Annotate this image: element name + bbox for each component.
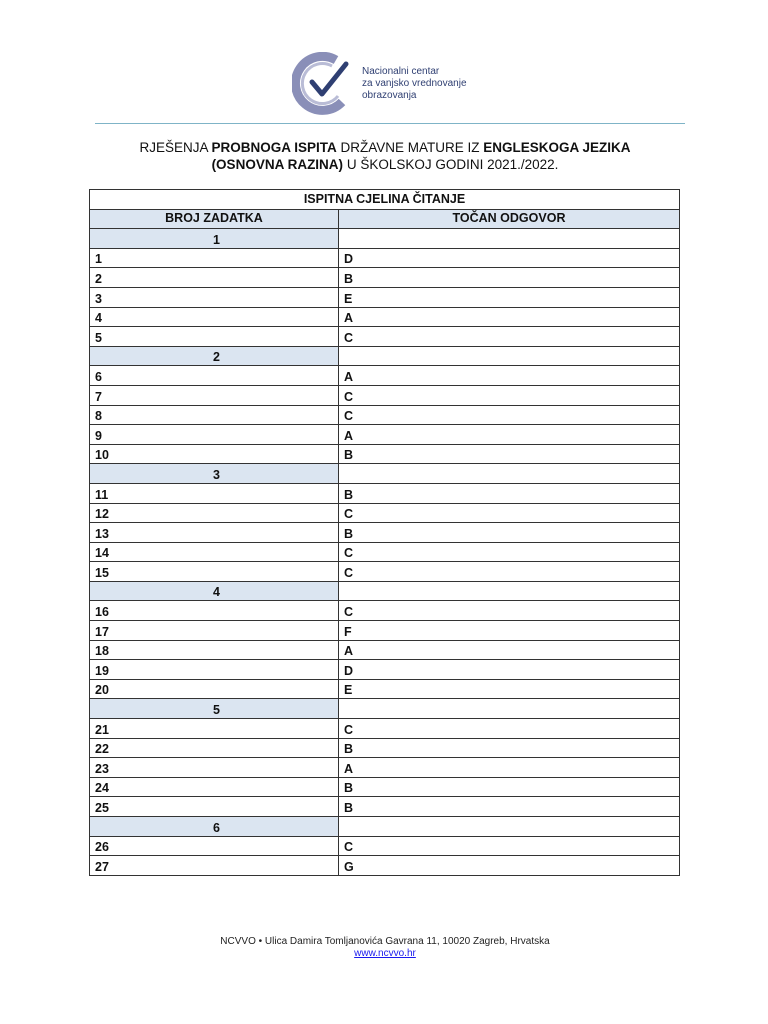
task-number: 2 (90, 268, 339, 288)
column-header-task-number: BROJ ZADATKA (90, 209, 339, 229)
correct-answer: D (339, 660, 680, 680)
document-title (90, 139, 680, 173)
correct-answer: B (339, 777, 680, 797)
correct-answer: B (339, 444, 680, 464)
task-number: 9 (90, 425, 339, 445)
section-label: 6 (90, 817, 339, 837)
section-label: 4 (90, 581, 339, 601)
task-number: 15 (90, 562, 339, 582)
correct-answer: C (339, 601, 680, 621)
section-row (90, 699, 680, 719)
checkmark-logo-icon (292, 52, 356, 116)
section-empty-cell (339, 229, 680, 249)
task-number: 10 (90, 444, 339, 464)
correct-answer: A (339, 366, 680, 386)
section-label: 3 (90, 464, 339, 484)
table-row (90, 621, 680, 641)
task-number: 8 (90, 405, 339, 425)
table-row (90, 503, 680, 523)
table-row (90, 405, 680, 425)
task-number: 23 (90, 758, 339, 778)
table-row (90, 836, 680, 856)
table-main-header: ISPITNA CJELINA ČITANJE (90, 190, 680, 210)
section-empty-cell (339, 699, 680, 719)
table-row (90, 562, 680, 582)
task-number: 14 (90, 542, 339, 562)
task-number: 26 (90, 836, 339, 856)
correct-answer: C (339, 327, 680, 347)
section-empty-cell (339, 817, 680, 837)
logo-line-3: obrazovanja (362, 90, 417, 101)
task-number: 27 (90, 856, 339, 876)
task-number: 5 (90, 327, 339, 347)
correct-answer: B (339, 523, 680, 543)
correct-answer: A (339, 425, 680, 445)
table-row (90, 483, 680, 503)
task-number: 16 (90, 601, 339, 621)
title-text-2: PROBNOGA ISPITA (211, 140, 337, 155)
ncvvo-logo (292, 52, 492, 116)
table-row (90, 640, 680, 660)
table-row (90, 601, 680, 621)
correct-answer: D (339, 248, 680, 268)
table-row (90, 307, 680, 327)
task-number: 21 (90, 719, 339, 739)
task-number: 12 (90, 503, 339, 523)
header-divider (95, 123, 685, 124)
correct-answer: B (339, 268, 680, 288)
table-row (90, 758, 680, 778)
section-label: 2 (90, 346, 339, 366)
title-text-6: U ŠKOLSKOJ GODINI 2021./2022. (343, 157, 559, 172)
section-row (90, 229, 680, 249)
title-text-5: (OSNOVNA RAZINA) (211, 157, 344, 172)
task-number: 3 (90, 287, 339, 307)
task-number: 6 (90, 366, 339, 386)
title-text-4: ENGLESKOGA JEZIKA (483, 140, 631, 155)
correct-answer: G (339, 856, 680, 876)
table-row (90, 327, 680, 347)
correct-answer: E (339, 679, 680, 699)
logo-line-2: za vanjsko vrednovanje (362, 78, 467, 89)
section-row (90, 464, 680, 484)
table-row (90, 856, 680, 876)
task-number: 25 (90, 797, 339, 817)
task-number: 4 (90, 307, 339, 327)
table-row (90, 523, 680, 543)
table-row (90, 797, 680, 817)
table-row (90, 248, 680, 268)
logo-text (362, 66, 467, 102)
task-number: 17 (90, 621, 339, 641)
correct-answer: C (339, 503, 680, 523)
table-row (90, 777, 680, 797)
table-row (90, 366, 680, 386)
correct-answer: B (339, 483, 680, 503)
section-row (90, 581, 680, 601)
correct-answer: C (339, 719, 680, 739)
task-number: 18 (90, 640, 339, 660)
section-label: 5 (90, 699, 339, 719)
task-number: 1 (90, 248, 339, 268)
table-row (90, 287, 680, 307)
correct-answer: C (339, 836, 680, 856)
task-number: 22 (90, 738, 339, 758)
task-number: 13 (90, 523, 339, 543)
task-number: 20 (90, 679, 339, 699)
table-row (90, 542, 680, 562)
correct-answer: C (339, 562, 680, 582)
correct-answer: E (339, 287, 680, 307)
table-row (90, 679, 680, 699)
section-empty-cell (339, 346, 680, 366)
correct-answer: C (339, 542, 680, 562)
answers-table (89, 189, 680, 876)
table-row (90, 268, 680, 288)
answers-body (90, 229, 680, 876)
column-header-answer: TOČAN ODGOVOR (339, 209, 680, 229)
section-row (90, 346, 680, 366)
title-text-1: RJEŠENJA (139, 140, 212, 155)
table-row (90, 425, 680, 445)
task-number: 7 (90, 385, 339, 405)
correct-answer: C (339, 385, 680, 405)
correct-answer: F (339, 621, 680, 641)
section-empty-cell (339, 581, 680, 601)
correct-answer: A (339, 640, 680, 660)
task-number: 11 (90, 483, 339, 503)
correct-answer: B (339, 738, 680, 758)
section-label: 1 (90, 229, 339, 249)
table-row (90, 719, 680, 739)
title-text-3: DRŽAVNE MATURE IZ (336, 140, 484, 155)
footer (90, 936, 680, 960)
correct-answer: A (339, 758, 680, 778)
section-empty-cell (339, 464, 680, 484)
correct-answer: A (339, 307, 680, 327)
task-number: 19 (90, 660, 339, 680)
section-row (90, 817, 680, 837)
table-row (90, 385, 680, 405)
table-row (90, 660, 680, 680)
correct-answer: B (339, 797, 680, 817)
logo-line-1: Nacionalni centar (362, 66, 440, 77)
task-number: 24 (90, 777, 339, 797)
correct-answer: C (339, 405, 680, 425)
table-row (90, 444, 680, 464)
footer-address: NCVVO • Ulica Damira Tomljanovića Gavrana 11, 10020 Zagreb, Hrvatska (220, 936, 550, 947)
table-row (90, 738, 680, 758)
footer-website-link[interactable]: www.ncvvo.hr (354, 948, 416, 959)
